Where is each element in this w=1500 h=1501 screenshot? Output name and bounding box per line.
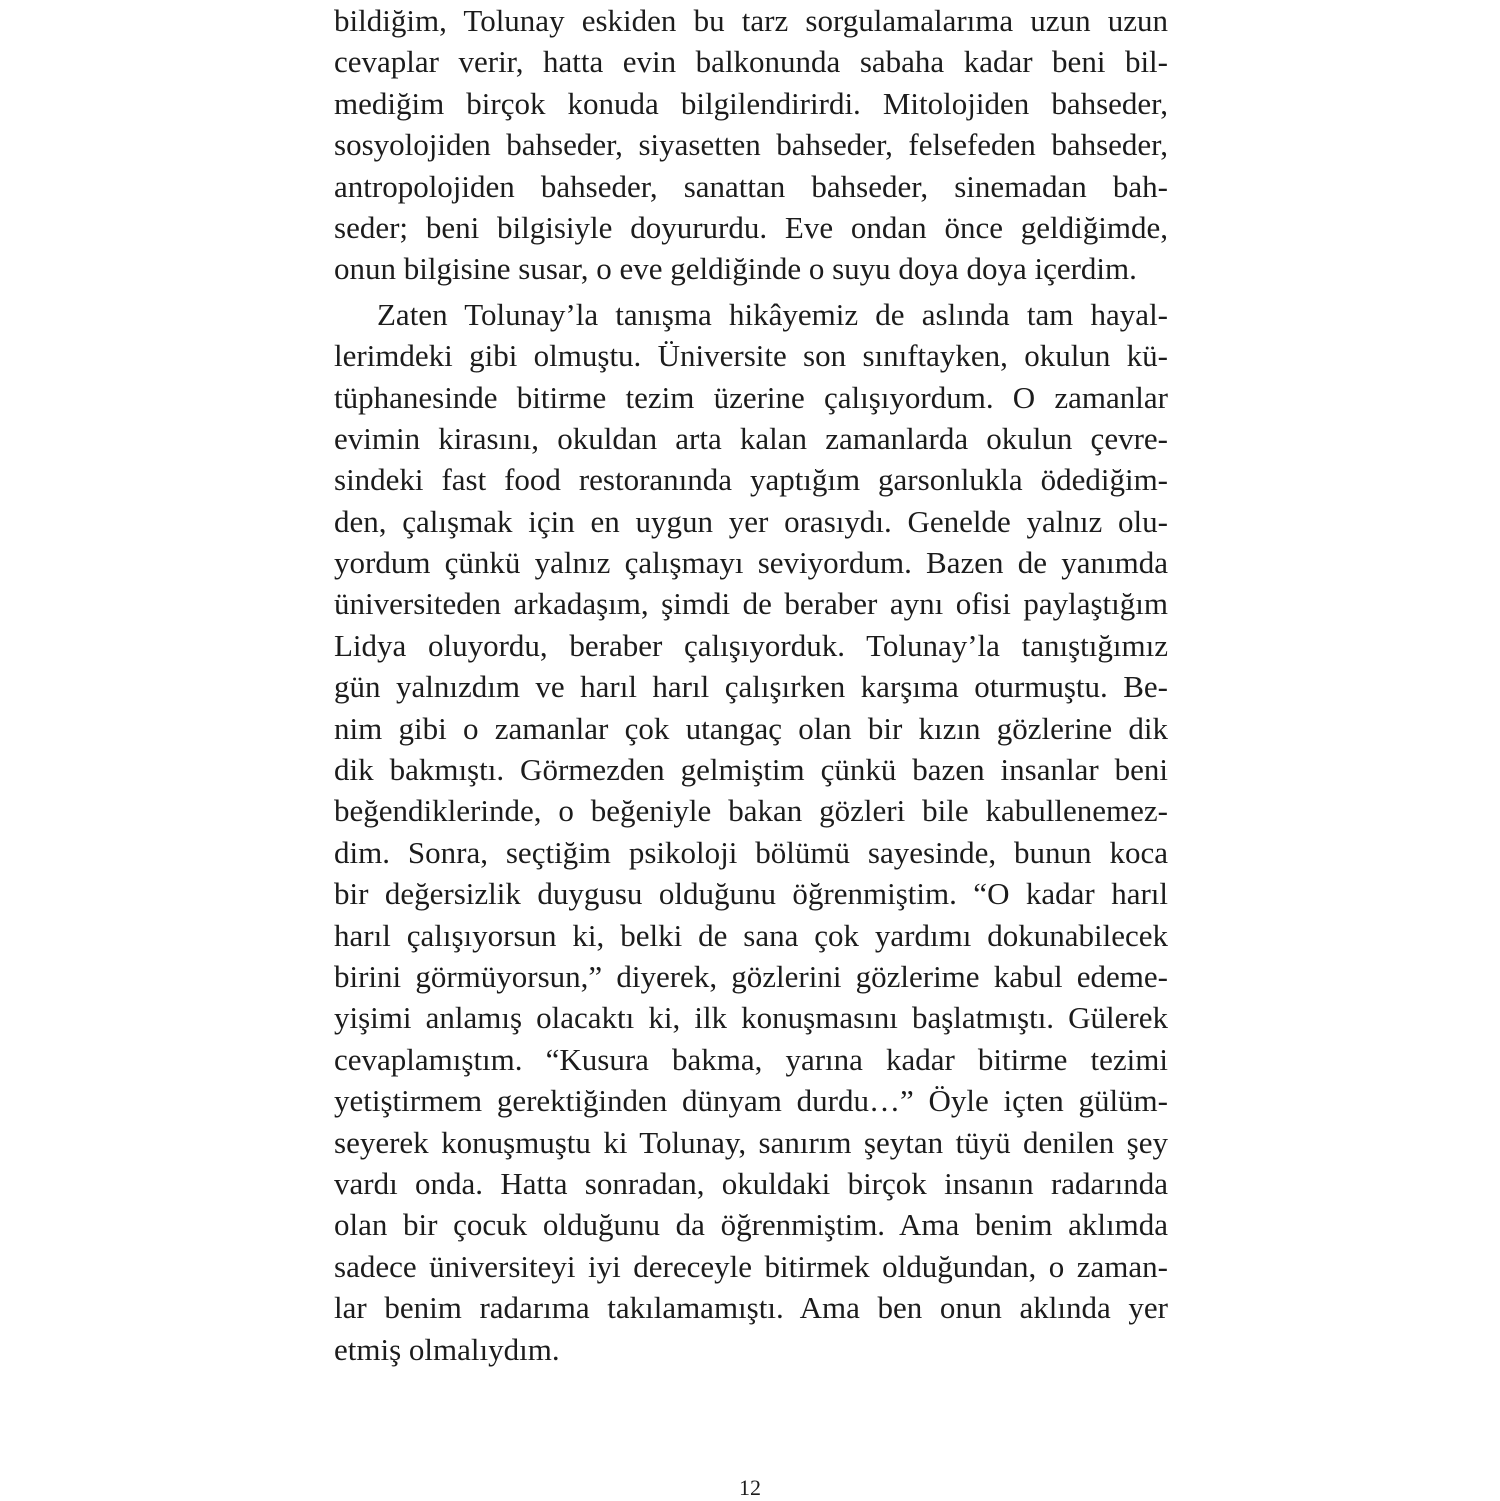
body-text [334, 0, 1168, 1370]
text-line: birini görmüyorsun,” diyerek, gözlerini gözlerime kabul edeme- [334, 958, 1168, 994]
text-line: olan bir çocuk olduğunu da öğrenmiştim. Ama benim aklımda [334, 1207, 1168, 1243]
text-line: seder; beni bilgisiyle doyururdu. Eve ondan önce geldiğimde, [334, 209, 1168, 245]
text-line: yişimi anlamış olacaktı ki, ilk konuşmasını başlatmıştı. Gülerek [334, 1000, 1168, 1036]
text-line: cevaplar verir, hatta evin balkonunda sabaha kadar beni bil- [334, 44, 1168, 80]
paragraph-1 [334, 0, 1168, 290]
text-line: antropolojiden bahseder, sanattan bahseder, sinemadan bah- [334, 168, 1168, 204]
page-number: 12 [739, 1475, 761, 1500]
text-line: onun bilgisine susar, o eve geldiğinde o suyu doya doya içerdim. [334, 251, 1137, 287]
text-line: etmiş olmalıydım. [334, 1331, 560, 1367]
paragraph-2 [334, 294, 1168, 1370]
text-line: sadece üniversiteyi iyi dereceyle bitirmek olduğundan, o zaman- [334, 1248, 1168, 1284]
text-line: mediğim birçok konuda bilgilendirirdi. Mitolojiden bahseder, [334, 85, 1168, 121]
text-line: yetiştirmem gerektiğinden dünyam durdu…” Öyle içten gülüm- [334, 1083, 1168, 1119]
text-line: üniversiteden arkadaşım, şimdi de beraber aynı ofisi paylaştığım [334, 586, 1168, 622]
text-line: nim gibi o zamanlar çok utangaç olan bir kızın gözlerine dik [334, 710, 1168, 746]
text-line: evimin kirasını, okuldan arta kalan zamanlarda okulun çevre- [334, 420, 1168, 456]
text-line: bir değersizlik duygusu olduğunu öğrenmiştim. “O kadar harıl [334, 876, 1168, 912]
text-line: dim. Sonra, seçtiğim psikoloji bölümü sayesinde, bunun koca [334, 834, 1168, 870]
text-line: dik bakmıştı. Görmezden gelmiştim çünkü bazen insanlar beni [334, 752, 1168, 788]
text-line: Lidya oluyordu, beraber çalışıyorduk. Tolunay’la tanıştığımız [334, 627, 1168, 663]
text-line: gün yalnızdım ve harıl harıl çalışırken karşıma oturmuştu. Be- [334, 669, 1168, 705]
text-line: harıl çalışıyorsun ki, belki de sana çok yardımı dokunabilecek [334, 917, 1168, 953]
text-line: Zaten Tolunay’la tanışma hikâyemiz de aslında tam hayal- [377, 296, 1168, 332]
text-line: lerimdeki gibi olmuştu. Üniversite son sınıftayken, okulun kü- [334, 338, 1168, 374]
text-line: beğendiklerinde, o beğeniyle bakan gözleri bile kabullenemez- [334, 793, 1168, 829]
text-line: den, çalışmak için en uygun yer orasıydı. Genelde yalnız olu- [334, 503, 1168, 539]
text-line: cevaplamıştım. “Kusura bakma, yarına kadar bitirme tezimi [334, 1041, 1168, 1077]
text-line: tüphanesinde bitirme tezim üzerine çalışıyordum. O zamanlar [334, 379, 1168, 415]
text-line: seyerek konuşmuştu ki Tolunay, sanırım şeytan tüyü denilen şey [334, 1124, 1168, 1160]
text-line: lar benim radarıma takılamamıştı. Ama ben onun aklında yer [334, 1290, 1168, 1326]
text-line: sindeki fast food restoranında yaptığım garsonlukla ödediğim- [334, 462, 1168, 498]
text-line: sosyolojiden bahseder, siyasetten bahseder, felsefeden bahseder, [334, 127, 1168, 163]
text-line: yordum çünkü yalnız çalışmayı seviyordum. Bazen de yanımda [334, 545, 1168, 581]
text-line: bildiğim, Tolunay eskiden bu tarz sorgulamalarıma uzun uzun [334, 3, 1168, 38]
text-line: vardı onda. Hatta sonradan, okuldaki birçok insanın radarında [334, 1165, 1168, 1201]
